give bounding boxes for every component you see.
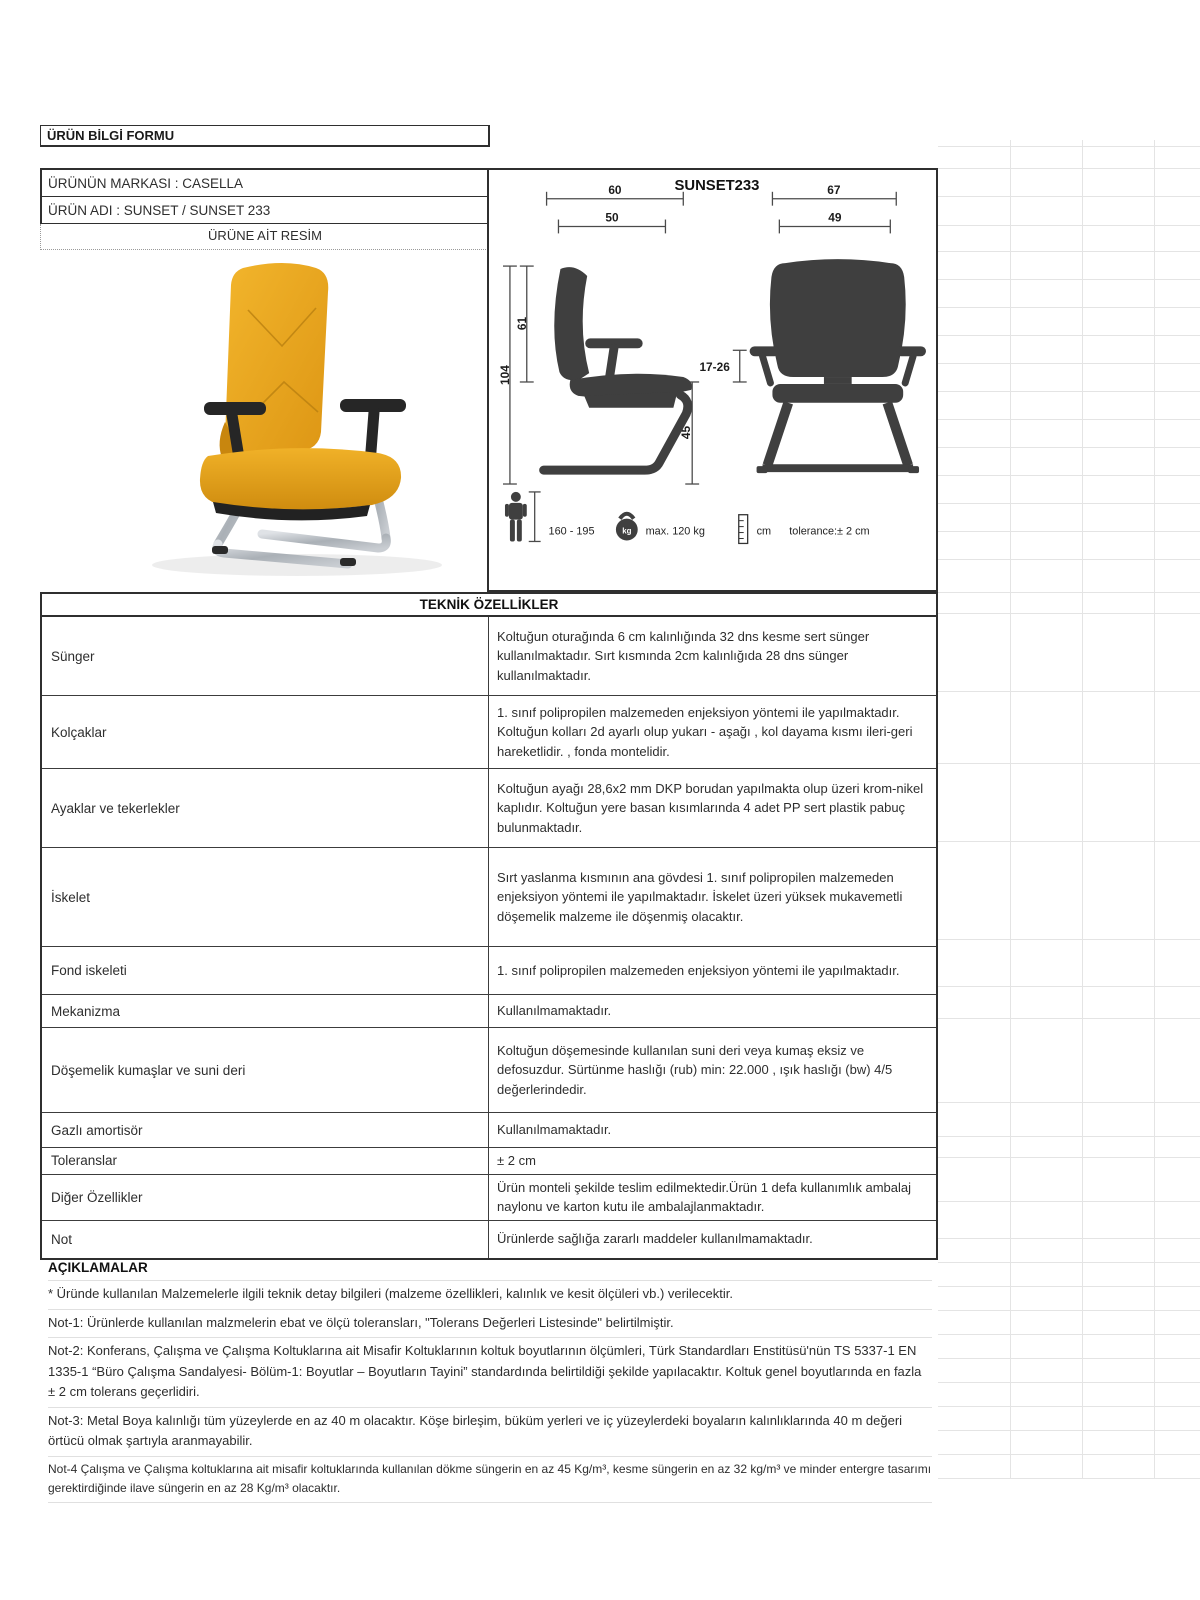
note-item: Not-3: Metal Boya kalınlığı tüm yüzeylerde en az 40 m olacaktır. Köşe birleşim, büküm yerleri ve iç yüzeylerdeki boyaların kalınlıklarında 40 m değeri örtücü olmak şartıyla aranmayabilir.	[48, 1408, 932, 1457]
spec-label: Not	[42, 1221, 489, 1258]
product-photo	[112, 252, 480, 582]
notes-section	[48, 1256, 932, 1503]
spec-value: 1. sınıf polipropilen malzemeden enjeksiyon yöntemi ile yapılmaktadır.	[497, 962, 900, 978]
spec-label: Mekanizma	[42, 995, 489, 1027]
spec-label: Gazlı amortisör	[42, 1113, 489, 1147]
weight-icon	[616, 514, 638, 541]
dim-back-width-inner: 50	[605, 210, 619, 225]
note-item: Not-2: Konferans, Çalışma ve Çalışma Koltuklarına ait Misafir Koltuklarının koltuk boyutlarının ölçümleri, Türk Standardları Enstitüsü'nün TS 5337-1 EN 1335-1 “Büro Çalışma Sandalyesi- Bölüm-1: Boyutlar – Boyutların Tayini” standardında belirtildiği şekilde yapılacaktır. Koltuk genel boyutlarında en fazla ± 2 cm tolerans geçerlidiri.	[48, 1338, 932, 1408]
note-item: Not-1: Ürünlerde kullanılan malzmelerin ebat ve ölçü toleransları, "Tolerans Değerleri Listesinde" belirtilmiştir.	[48, 1310, 932, 1339]
product-name-line: ÜRÜN ADI : SUNSET / SUNSET 233	[40, 196, 490, 225]
tolerance-label: tolerance:± 2 cm	[789, 525, 870, 538]
dim-seat-width: 49	[828, 210, 842, 225]
notes-list	[48, 1281, 932, 1503]
chair-side-view	[544, 267, 692, 474]
note-item: * Üründe kullanılan Malzemelerle ilgili teknik detay bilgileri (malzeme özellikleri, kalınlık ve kesit ölçüleri vb.) verilecektir.	[48, 1281, 932, 1310]
spec-row	[42, 617, 936, 696]
spec-label: Toleranslar	[42, 1148, 489, 1174]
svg-text:kg: kg	[622, 526, 632, 536]
spec-value: ± 2 cm	[497, 1153, 536, 1168]
person-icon	[505, 492, 527, 542]
dim-back-width-outer: 60	[608, 182, 622, 197]
dimension-diagram	[489, 170, 936, 590]
spec-value: Koltuğun döşemesinde kullanılan suni deri veya kumaş eksiz ve defosuzdur. Sürtünme haslığı (rub) min: 22.000 , ışık haslığı (bw) 4/5 değerlerindedir.	[497, 1042, 893, 1097]
spec-value: Kullanılmamaktadır.	[497, 1122, 612, 1138]
spec-value: Kullanılmamaktadır.	[497, 1003, 612, 1019]
technical-drawing	[487, 168, 938, 592]
spec-value: 1. sınıf polipropilen malzemeden enjeksiyon yöntemi ile yapılmaktadır. Koltuğun kolları 2d ayarlı olup yukarı - aşağı , kol dayama kısmı ileri-geri hareketlidir. , fonda montelidir.	[497, 704, 913, 759]
ruler-icon	[739, 515, 748, 544]
spec-row	[42, 1148, 936, 1175]
spec-row	[42, 696, 936, 769]
diagram-title: SUNSET233	[674, 177, 760, 194]
user-height-label: 160 - 195	[548, 525, 595, 538]
spec-row	[42, 995, 936, 1028]
page-title: ÜRÜN BİLGİ FORMU	[40, 125, 490, 147]
spec-row	[42, 1175, 936, 1221]
brand-line: ÜRÜNÜN MARKASI : CASELLA	[40, 168, 490, 197]
spec-label: İskelet	[42, 848, 489, 946]
spec-label: Diğer Özellikler	[42, 1175, 489, 1220]
dim-overall-width: 67	[827, 182, 841, 197]
image-caption: ÜRÜNE AİT RESİM	[40, 224, 490, 250]
spec-label: Sünger	[42, 617, 489, 695]
dim-overall-height: 104	[497, 365, 512, 385]
spec-value: Koltuğun oturağında 6 cm kalınlığında 32 dns kesme sert sünger kullanılmaktadır. Sırt kısmında 2cm kalınlığıda 28 dns sünger kullanılmaktadır.	[497, 628, 870, 683]
max-load-label: max. 120 kg	[645, 525, 705, 538]
note-item: Not-4 Çalışma ve Çalışma koltuklarına ait misafir koltuklarında kullanılan dökme süngerin en az 45 Kg/m³, kesme süngerin en az 32 kg/m³ ve minder entergre tasarımı gerektirdiğinde ilave süngerin en az 28 Kg/m³ olacaktır.	[48, 1457, 932, 1503]
dim-seat-height: 45	[679, 425, 694, 440]
spec-value: Koltuğun ayağı 28,6x2 mm DKP borudan yapılmakta olup üzeri krom-nikel kaplıdır. Koltuğun yere basan kısımlarında 4 adet PP sert plastik pabuç bulunmaktadır.	[497, 780, 924, 835]
chair-front-view	[750, 259, 926, 473]
spec-label: Fond iskeleti	[42, 947, 489, 994]
spec-value: Ürünlerde sağlığa zararlı maddeler kullanılmamaktadır.	[497, 1231, 813, 1247]
notes-header: AÇIKLAMALAR	[48, 1256, 932, 1281]
spec-label: Ayaklar ve tekerlekler	[42, 769, 489, 847]
dim-arm-height-range: 17-26	[699, 360, 730, 375]
unit-label: cm	[756, 525, 772, 538]
spec-value: Sırt yaslanma kısmının ana gövdesi 1. sınıf polipropilen malzemeden enjeksiyon yöntemi ile yapılmaktadır. İskelet üzeri yüksek mukavemetli döşemelik malzeme ile döşenmiş olacaktır.	[497, 869, 903, 924]
spec-row	[42, 769, 936, 848]
spec-label: Döşemelik kumaşlar ve suni deri	[42, 1028, 489, 1112]
spec-row	[42, 1028, 936, 1113]
dim-back-height: 61	[514, 316, 529, 331]
spec-value: Ürün monteli şekilde teslim edilmektedir.Ürün 1 defa kullanımlık ambalaj naylonu ve karton kutu ile ambalajlanmaktadır.	[497, 1179, 912, 1214]
spec-row	[42, 1113, 936, 1148]
specs-table	[40, 592, 938, 1260]
spec-row	[42, 947, 936, 995]
specs-rows	[42, 617, 936, 1258]
chair-image	[112, 252, 480, 582]
spec-row	[42, 1221, 936, 1258]
spec-row	[42, 848, 936, 947]
spec-label: Kolçaklar	[42, 696, 489, 768]
specs-header: TEKNİK ÖZELLİKLER	[42, 594, 936, 617]
